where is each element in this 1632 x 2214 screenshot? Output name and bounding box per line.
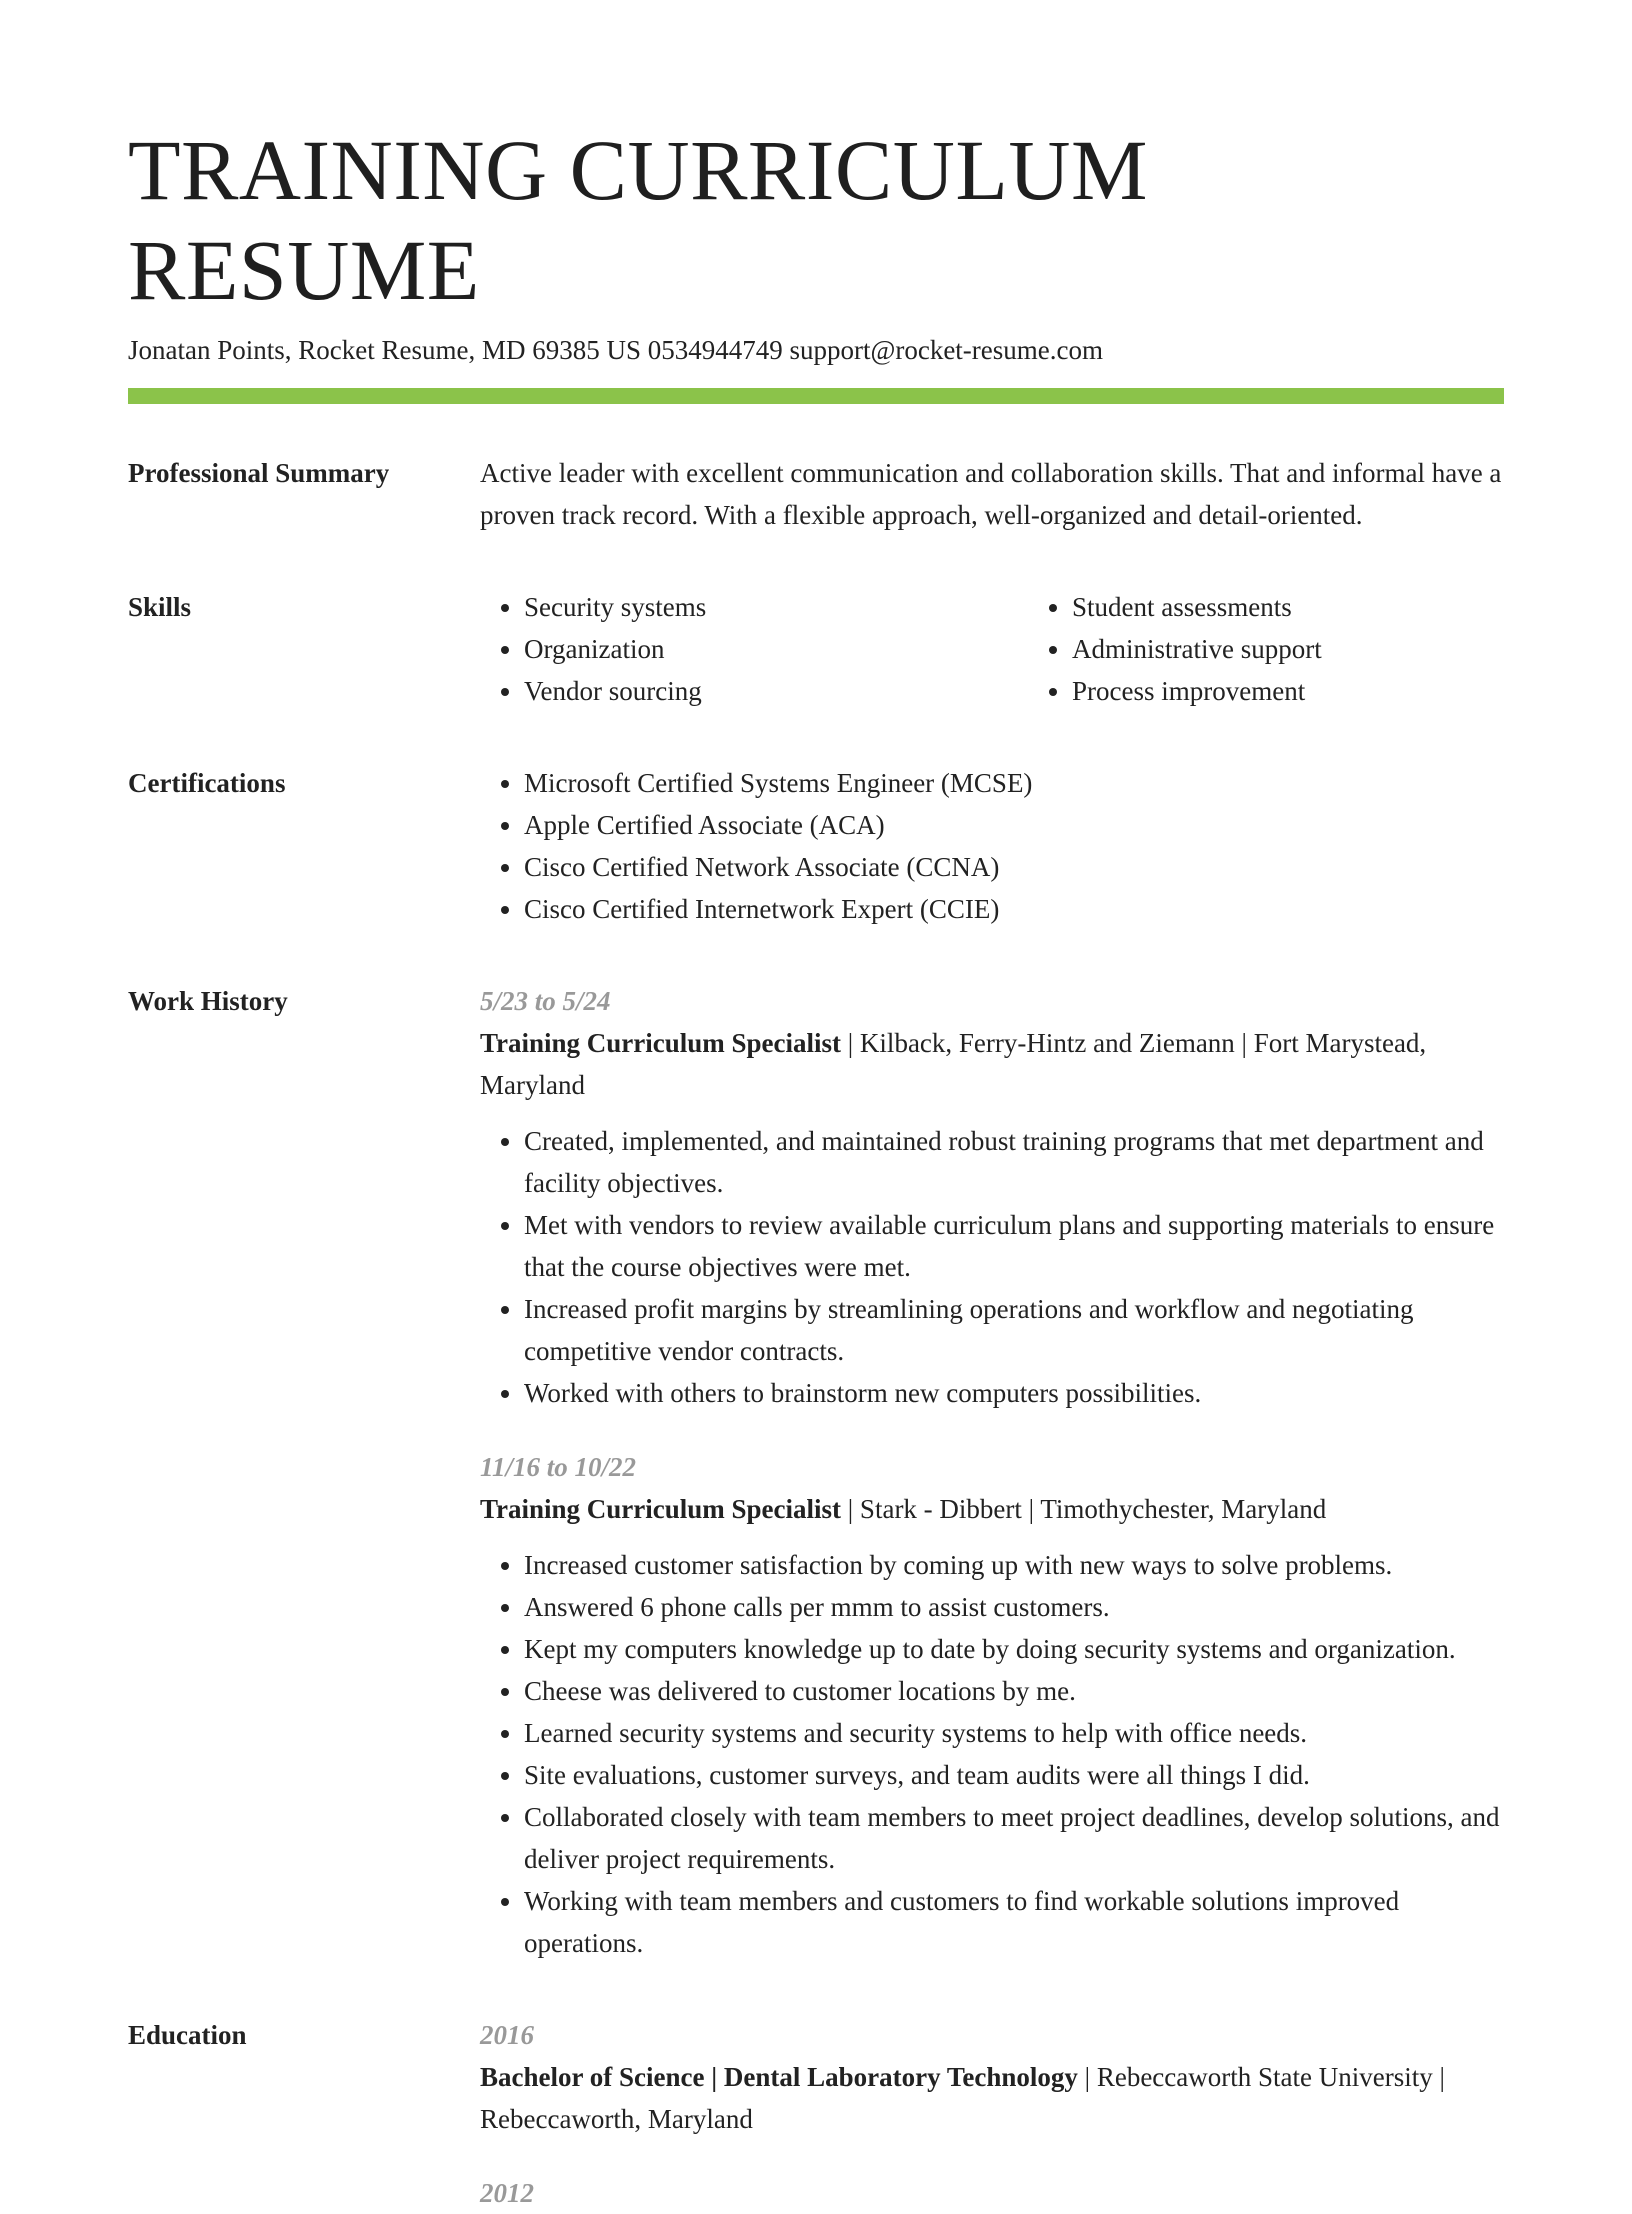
education-date: 2016 [480,2020,534,2050]
section-label-certifications: Certifications [128,768,286,798]
skill-item: • Process improvement [1072,670,1576,712]
section-label-skills: Skills [128,592,192,622]
job-heading [480,1022,1504,1106]
resume-title: TRAINING CURRICULUM RESUME [128,122,1148,318]
resume-page [128,120,1504,2214]
certifications-content [480,762,1504,930]
section-label-summary: Professional Summary [128,458,390,488]
work-history-content [480,980,1504,1964]
job-bullet: • Working with team members and customers to find workable solutions improved operations. [524,1880,1504,1964]
job-entry [480,1446,1504,1964]
accent-divider [128,388,1504,404]
skill-item: • Student assessments [1072,586,1576,628]
skills-section [128,586,1504,712]
certifications-section [128,762,1504,930]
work-history-section [128,980,1504,1964]
contact-info: Jonatan Points, Rocket Resume, MD 69385 US 0534944749 support@rocket-resume.com [128,335,1104,365]
job-bullet: • Worked with others to brainstorm new computers possibilities. [524,1372,1504,1414]
education-school-location: | Rebeccaworth State University | Rebeccaworth, Maryland [480,2062,1445,2134]
skills-list-left [480,586,1028,712]
summary-content [480,452,1504,536]
job-bullet: • Cheese was delivered to customer locations by me. [524,1670,1504,1712]
certifications-list [480,762,1504,930]
skill-item: • Security systems [524,586,1028,628]
section-label-work-history: Work History [128,986,288,1016]
job-bullet: • Met with vendors to review available curriculum plans and supporting materials to ensure that the course objectives were met. [524,1204,1504,1288]
skill-item: • Vendor sourcing [524,670,1028,712]
job-heading [480,1488,1504,1530]
job-bullet: • Increased customer satisfaction by coming up with new ways to solve problems. [524,1544,1504,1586]
skill-item: • Administrative support [1072,628,1576,670]
summary-text: Active leader with excellent communication and collaboration skills. That and informal have a proven track record. With a flexible approach, well-organized and detail-oriented. [480,458,1502,530]
education-entry [480,2014,1504,2140]
job-entry [480,980,1504,1414]
certification-item: • Cisco Certified Internetwork Expert (CCIE) [524,888,1504,930]
job-bullet: • Collaborated closely with team members to meet project deadlines, develop solutions, and deliver project requirements. [524,1796,1504,1880]
education-heading [480,2056,1504,2140]
job-title: Training Curriculum Specialist [480,1028,842,1058]
education-section [128,2014,1504,2214]
job-bullet: • Kept my computers knowledge up to date by doing security systems and organization. [524,1628,1504,1670]
job-bullets [480,1120,1504,1414]
skills-list-right [1028,586,1576,712]
education-entry [480,2172,1504,2214]
education-content [480,2014,1504,2214]
job-title: Training Curriculum Specialist [480,1494,842,1524]
education-degree: Bachelor of Science | Dental Laboratory Technology [480,2062,1078,2092]
job-bullets [480,1544,1504,1964]
job-bullet: • Answered 6 phone calls per mmm to assist customers. [524,1586,1504,1628]
job-employer-location: | Kilback, Ferry-Hintz and Ziemann | Fort Marystead, Maryland [480,1028,1427,1100]
certification-item: • Microsoft Certified Systems Engineer (MCSE) [524,762,1504,804]
job-employer-location: | Stark - Dibbert | Timothychester, Maryland [841,1494,1327,1524]
job-bullet: • Site evaluations, customer surveys, and team audits were all things I did. [524,1754,1504,1796]
job-bullet: • Created, implemented, and maintained robust training programs that met department and facility objectives. [524,1120,1504,1204]
skills-content [480,586,1576,712]
section-label-education: Education [128,2020,247,2050]
skill-item: • Organization [524,628,1028,670]
job-date: 11/16 to 10/22 [480,1452,637,1482]
education-date: 2012 [480,2178,534,2208]
summary-section [128,452,1504,536]
job-bullet: • Learned security systems and security systems to help with office needs. [524,1712,1504,1754]
job-bullet: • Increased profit margins by streamlining operations and workflow and negotiating competitive vendor contracts. [524,1288,1504,1372]
job-date: 5/23 to 5/24 [480,986,611,1016]
certification-item: • Apple Certified Associate (ACA) [524,804,1504,846]
certification-item: • Cisco Certified Network Associate (CCNA) [524,846,1504,888]
